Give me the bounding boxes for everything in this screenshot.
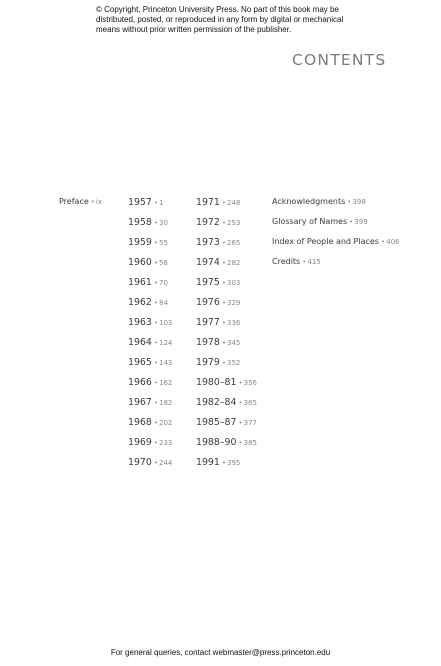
toc-separator: •: [349, 218, 354, 226]
toc-page-number: 58: [159, 259, 168, 267]
toc-entry-label: Acknowledgments: [272, 197, 346, 206]
toc-page-number: 356: [243, 379, 257, 387]
toc-entry[interactable]: [128, 457, 172, 477]
toc-page-number: 244: [159, 459, 173, 467]
toc-entry-label: 1976: [196, 297, 220, 308]
toc-entry-label: 1975: [196, 277, 220, 288]
toc-entry-preface[interactable]: [59, 197, 102, 217]
toc-entry[interactable]: [196, 317, 257, 337]
toc-entry[interactable]: [128, 317, 172, 337]
toc-entry[interactable]: [128, 397, 172, 417]
toc-separator: •: [153, 319, 158, 327]
toc-entry-label: 1964: [128, 337, 152, 348]
toc-entry-label: 1968: [128, 417, 152, 428]
toc-separator: •: [238, 419, 243, 427]
toc-page-number: 143: [159, 359, 173, 367]
toc-entry[interactable]: [196, 237, 257, 257]
toc-separator: •: [221, 339, 226, 347]
toc-page-number: ix: [95, 198, 102, 206]
toc-entry[interactable]: [128, 297, 172, 317]
toc-entry-label: 1973: [196, 237, 220, 248]
toc-separator: •: [90, 198, 95, 206]
toc-separator: •: [153, 399, 158, 407]
toc-separator: •: [221, 299, 226, 307]
footer-contact: For general queries, contact webmaster@press.princeton.edu: [110, 648, 331, 657]
years-column-2: [196, 197, 257, 477]
toc-entry-label: 1959: [128, 237, 152, 248]
toc-entry[interactable]: [128, 237, 172, 257]
toc-page-number: 395: [227, 459, 241, 467]
toc-separator: •: [153, 259, 158, 267]
toc-entry-label: 1962: [128, 297, 152, 308]
page-title: CONTENTS: [292, 51, 387, 69]
toc-separator: •: [238, 439, 243, 447]
toc-entry[interactable]: [196, 197, 257, 217]
toc-entry[interactable]: [196, 397, 257, 417]
toc-separator: •: [221, 259, 226, 267]
toc-entry[interactable]: [128, 257, 172, 277]
toc-page-number: 253: [227, 219, 241, 227]
toc-entry[interactable]: [196, 417, 257, 437]
toc-page-number: 336: [227, 319, 241, 327]
toc-entry-label: 1963: [128, 317, 152, 328]
toc-page-number: 345: [227, 339, 241, 347]
toc-entry-label: 1967: [128, 397, 152, 408]
toc-entry[interactable]: [196, 297, 257, 317]
toc-entry[interactable]: [272, 217, 400, 237]
toc-entry[interactable]: [128, 217, 172, 237]
toc-separator: •: [153, 419, 158, 427]
toc-page-number: 162: [159, 379, 173, 387]
toc-page-number: 103: [159, 319, 173, 327]
toc-entry-label: 1969: [128, 437, 152, 448]
toc-entry-label: Index of People and Places: [272, 237, 379, 246]
toc-separator: •: [153, 219, 158, 227]
toc-page-number: 84: [159, 299, 168, 307]
toc-page-number: 265: [227, 239, 241, 247]
toc-separator: •: [153, 459, 158, 467]
toc-separator: •: [221, 319, 226, 327]
toc-entry[interactable]: [128, 277, 172, 297]
toc-entry-label: 1965: [128, 357, 152, 368]
toc-entry[interactable]: [196, 377, 257, 397]
toc-entry-label: 1982–84: [196, 397, 237, 408]
toc-separator: •: [153, 439, 158, 447]
toc-entry[interactable]: [128, 337, 172, 357]
toc-entry-label: Glossary of Names: [272, 217, 348, 226]
toc-entry-label: 1970: [128, 457, 152, 468]
toc-page-number: 398: [352, 198, 366, 206]
toc-separator: •: [221, 199, 226, 207]
toc-page-number: 55: [159, 239, 168, 247]
toc-entry-label: 1985–87: [196, 417, 237, 428]
toc-page-number: 365: [243, 399, 257, 407]
toc-separator: •: [221, 219, 226, 227]
toc-page-number: 329: [227, 299, 241, 307]
toc-separator: •: [347, 198, 352, 206]
toc-page-number: 248: [227, 199, 241, 207]
toc-separator: •: [153, 199, 158, 207]
toc-entry-label: 1971: [196, 197, 220, 208]
toc-page-number: 282: [227, 259, 241, 267]
toc-separator: •: [238, 399, 243, 407]
toc-separator: •: [221, 459, 226, 467]
toc-entry[interactable]: [196, 217, 257, 237]
toc-entry[interactable]: [272, 257, 400, 277]
toc-separator: •: [153, 239, 158, 247]
toc-entry-label: 1974: [196, 257, 220, 268]
toc-entry-label: 1961: [128, 277, 152, 288]
toc-separator: •: [238, 379, 243, 387]
toc-separator: •: [221, 279, 226, 287]
toc-entry[interactable]: [128, 197, 172, 217]
front-matter-list: [59, 197, 102, 217]
toc-entry-label: 1991: [196, 457, 220, 468]
toc-page-number: 352: [227, 359, 241, 367]
toc-entry-label: Credits: [272, 257, 301, 266]
toc-entry[interactable]: [196, 357, 257, 377]
toc-separator: •: [221, 359, 226, 367]
toc-entry-label: 1988–90: [196, 437, 237, 448]
toc-entry-label: 1957: [128, 197, 152, 208]
copyright-notice: © Copyright, Princeton University Press. No part of this book may be distributed, posted, or reproduced in any form by digital or mechanical means without prior written permission of the publisher.: [96, 5, 344, 34]
toc-separator: •: [153, 339, 158, 347]
toc-entry[interactable]: [128, 377, 172, 397]
toc-entry[interactable]: [196, 337, 257, 357]
toc-entry-label: 1977: [196, 317, 220, 328]
toc-page-number: 1: [159, 199, 164, 207]
toc-entry[interactable]: [272, 197, 400, 217]
toc-separator: •: [221, 239, 226, 247]
toc-page-number: 415: [307, 258, 321, 266]
toc-entry[interactable]: [196, 437, 257, 457]
toc-entry-label: 1978: [196, 337, 220, 348]
years-column-1: [128, 197, 172, 477]
toc-entry-label: Preface: [59, 197, 89, 206]
toc-entry-label: 1980–81: [196, 377, 237, 388]
toc-entry-label: 1958: [128, 217, 152, 228]
toc-page-number: 182: [159, 399, 173, 407]
toc-separator: •: [153, 279, 158, 287]
toc-entry[interactable]: [196, 277, 257, 297]
toc-page-number: 30: [159, 219, 168, 227]
toc-separator: •: [302, 258, 307, 266]
toc-separator: •: [153, 299, 158, 307]
toc-entry-label: 1972: [196, 217, 220, 228]
toc-entry[interactable]: [128, 437, 172, 457]
toc-page-number: 406: [386, 238, 400, 246]
toc-page-number: 70: [159, 279, 168, 287]
toc-page-number: 303: [227, 279, 241, 287]
toc-separator: •: [153, 359, 158, 367]
toc-page-number: 233: [159, 439, 173, 447]
toc-page-number: 202: [159, 419, 173, 427]
toc-entry-label: 1979: [196, 357, 220, 368]
toc-page-number: 124: [159, 339, 173, 347]
toc-separator: •: [380, 238, 386, 246]
toc-entry[interactable]: [272, 237, 400, 257]
toc-page-number: 377: [243, 419, 257, 427]
toc-entry-label: 1966: [128, 377, 152, 388]
toc-page-number: 399: [354, 218, 368, 226]
toc-entry-label: 1960: [128, 257, 152, 268]
toc-entry[interactable]: [196, 457, 257, 477]
toc-page-number: 385: [243, 439, 257, 447]
toc-entry[interactable]: [128, 357, 172, 377]
toc-entry[interactable]: [196, 257, 257, 277]
toc-entry[interactable]: [128, 417, 172, 437]
toc-separator: •: [153, 379, 158, 387]
back-matter-list: [272, 197, 400, 277]
